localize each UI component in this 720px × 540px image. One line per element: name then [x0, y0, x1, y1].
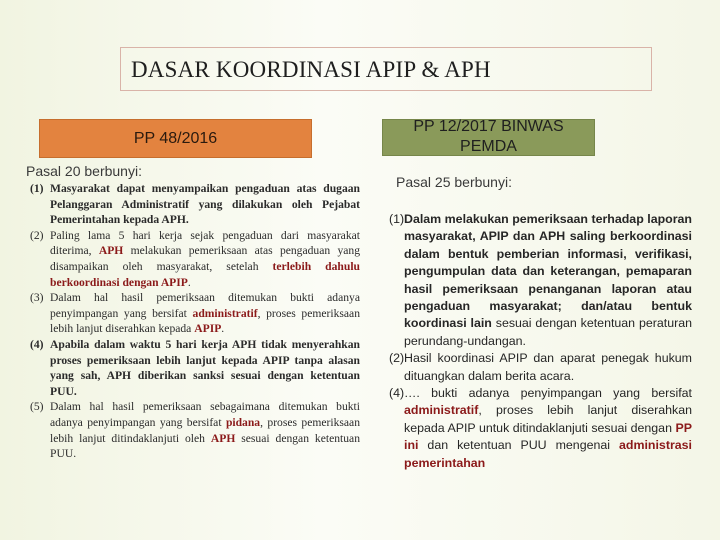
left-header-box: [39, 119, 312, 158]
list-item: (3) Dalam hal hasil pemeriksaan ditemukan bukti adanya penyimpangan yang bersifat administratif, proses pemeriksaan lebih lanjut diserahkan kepada APIP.: [30, 291, 360, 336]
right-header-label: PP 12/2017 BINWAS PEMDA: [413, 118, 564, 155]
right-article-list: [389, 211, 692, 472]
left-article-list: [30, 181, 360, 462]
list-item: (4) …. bukti adanya penyimpangan yang bersifat administratif, proses lebih lanjut diserahkan kepada APIP untuk ditindaklanjuti sesuai dengan PP ini dan ketentuan PUU mengenai administrasi pemerintahan: [389, 386, 692, 470]
slide-title: DASAR KOORDINASI APIP & APH: [131, 57, 491, 82]
right-header-box: [382, 119, 595, 156]
list-item: (1) Dalam melakukan pemeriksaan terhadap laporan masyarakat, APIP dan APH saling berkoordinasi dalam bentuk pemberian informasi, verifikasi, pengumpulan data dan keterangan, pemaparan hasil pemeriksaan penanganan laporan atau pengaduan masyarakat; dan/atau bentuk koordinasi lain sesuai dengan ketentuan peraturan perundang-undangan.: [389, 212, 692, 348]
list-item: (5) Dalam hal hasil pemeriksaan sebagaimana ditemukan bukti adanya penyimpangan yang bersifat pidana, proses pemeriksaan lebih lanjut ditindaklanjuti oleh APH sesuai dengan ketentuan PUU.: [30, 400, 360, 461]
left-header-label: PP 48/2016: [133, 129, 218, 147]
list-item: (2) Paling lama 5 hari kerja sejak pengaduan dari masyarakat diterima, APH melakukan pemeriksaan atas pengaduan yang disampaikan oleh masyarakat, setelah terlebih dahulu berkoordinasi dengan APIP.: [30, 228, 360, 289]
list-item: (1) Masyarakat dapat menyampaikan pengaduan atas dugaan Pelanggaran Administratif yang dilakukan oleh Pejabat Pemerintahan kepada APH.: [30, 182, 360, 227]
list-item: (4) Apabila dalam waktu 5 hari kerja APH tidak menyerahkan proses pemeriksaan lebih lanjut kepada APIP tanpa alasan yang sah, APH diberikan sanksi sesuai dengan ketentuan PUU.: [30, 337, 360, 398]
list-item: (2) Hasil koordinasi APIP dan aparat penegak hukum dituangkan dalam berita acara.: [389, 351, 692, 383]
right-pasal-label: Pasal 25 berbunyi:: [396, 174, 512, 190]
title-box: [120, 47, 652, 91]
left-pasal-label: Pasal 20 berbunyi:: [26, 163, 142, 179]
